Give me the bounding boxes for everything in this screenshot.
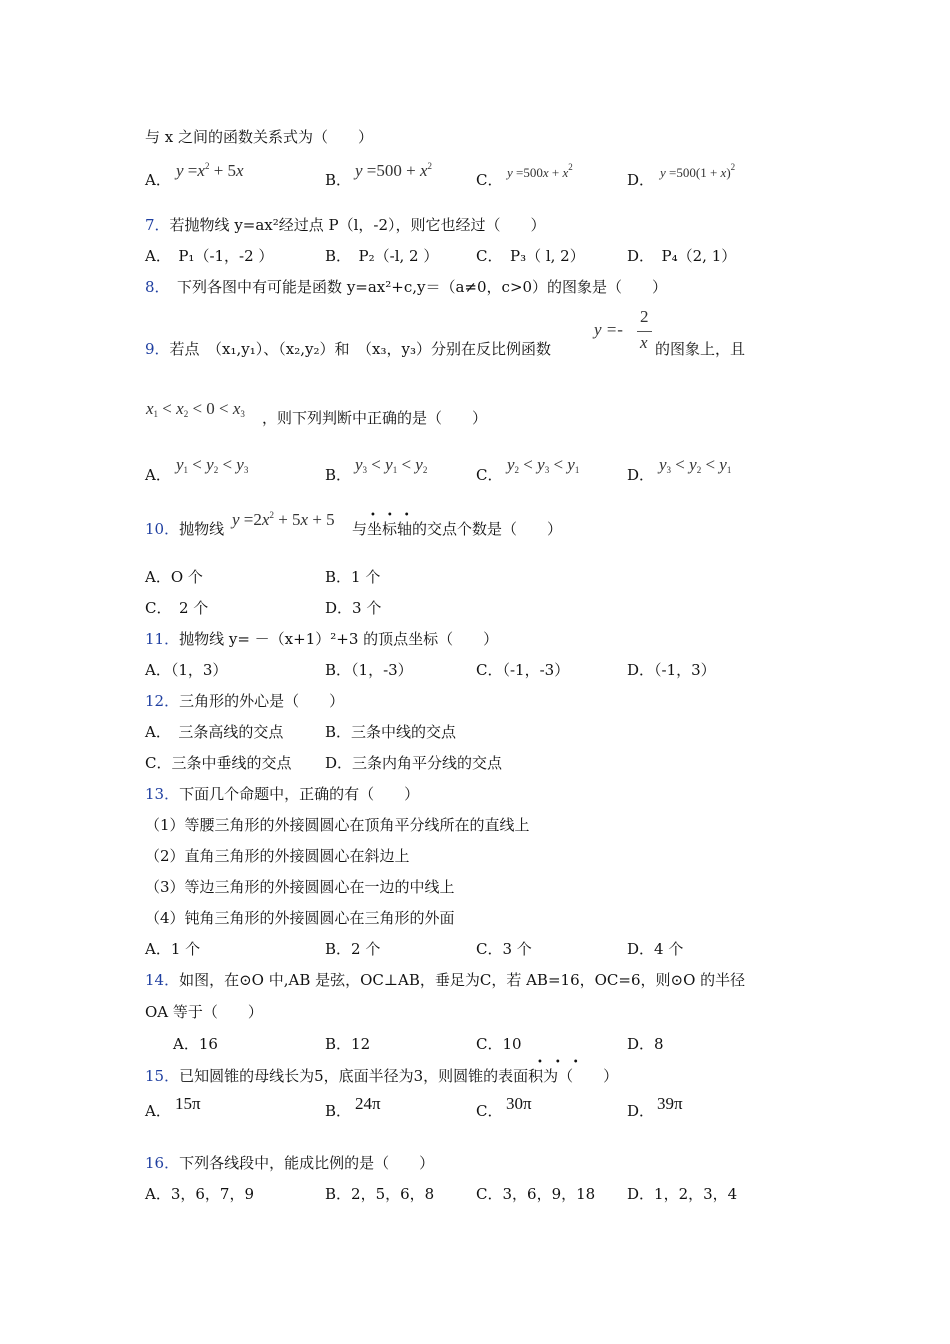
q15-option-b-label[interactable]: B． <box>325 1102 352 1120</box>
q11-option-d[interactable]: D．（-1，3） <box>627 661 716 679</box>
q15-option-d: 39π <box>657 1094 683 1113</box>
q12-option-b[interactable]: B．三条中线的交点 <box>325 723 457 741</box>
q16-option-b[interactable]: B．2，5，6，8 <box>325 1185 435 1203</box>
q14-option-d[interactable]: D．8 <box>627 1035 664 1053</box>
q6-option-d-formula: $y =500(1 + x)^2$ <box>660 162 736 180</box>
q6-option-b-formula: $y =500 + x^2$ <box>355 161 433 180</box>
q9-stem-line <box>145 339 551 359</box>
q13-stem-line <box>145 784 419 804</box>
q9-fraction-bar <box>637 331 652 332</box>
q11-option-b[interactable]: B．（1，-3） <box>325 661 413 679</box>
q9-option-c-label[interactable]: C． <box>476 466 503 484</box>
q7-option-a[interactable]: A． P₁（-1，-2 ） <box>145 247 274 265</box>
q10-post: 与坐标轴的交点个数是（ ） <box>352 520 563 538</box>
q10-formula: $y =2x^2 + 5x + 5$ <box>232 510 335 529</box>
q15-option-b: 24π <box>355 1094 381 1113</box>
q16-option-a[interactable]: A．3，6，7，9 <box>145 1185 255 1203</box>
q12-stem-line <box>145 691 344 711</box>
q6-stem: 与 x 之间的函数关系式为（ ） <box>145 128 373 146</box>
q7-option-c[interactable]: C． P₃（ l, 2） <box>476 247 585 265</box>
q9-stem-end: 的图象上，且 <box>655 340 746 358</box>
q14-stem-line <box>145 970 745 990</box>
q10-number: 10． <box>145 520 180 538</box>
q11-number: 11． <box>145 630 180 648</box>
q9-function-numerator: 2 <box>640 307 649 326</box>
q14-option-b[interactable]: B．12 <box>325 1035 371 1053</box>
q9-condition: $x_1 < x_2 < 0 < x_3$ <box>146 399 245 419</box>
q6-option-a-label[interactable]: A． <box>145 171 171 189</box>
q14-number: 14． <box>145 971 180 989</box>
q10-option-c[interactable]: C． 2 个 <box>145 599 209 617</box>
q10-pre: 抛物线 <box>179 520 225 538</box>
q8-stem: 下列各图中有可能是函数 y=ax²+c,y＝（a≠0，c>0）的图象是（ ） <box>162 278 668 296</box>
q7-stem: 若抛物线 y=ax²经过点 P（l，-2），则它也经过（ ） <box>169 216 546 234</box>
q15-option-c-label[interactable]: C． <box>476 1102 503 1120</box>
q9-option-b-label[interactable]: B． <box>325 466 352 484</box>
q10-stem-line <box>145 519 224 539</box>
q13-statement-3: （3）等边三角形的外接圆圆心在一边的中线上 <box>145 878 455 896</box>
q14-option-a[interactable]: A．16 <box>173 1035 218 1053</box>
q11-option-a[interactable]: A．（1，3） <box>145 661 228 679</box>
q9-stem: 若点 （x₁,y₁）、（x₂,y₂）和 （x₃，y₃）分别在反比例函数 <box>169 340 551 358</box>
q9-option-c: $y_2 < y_3 < y_1$ <box>507 455 580 475</box>
q7-number: 7． <box>145 216 170 234</box>
q12-option-a[interactable]: A． 三条高线的交点 <box>145 723 284 741</box>
q15-option-c: 30π <box>506 1094 532 1113</box>
q8-number: 8． <box>145 278 163 296</box>
q13-option-b[interactable]: B．2 个 <box>325 940 381 958</box>
q10-option-b[interactable]: B．1 个 <box>325 568 381 586</box>
q16-number: 16． <box>145 1154 180 1172</box>
q13-option-c[interactable]: C．3 个 <box>476 940 532 958</box>
q12-option-d[interactable]: D．三条内角平分线的交点 <box>325 754 503 772</box>
q9-number: 9． <box>145 340 170 358</box>
q11-stem-line <box>145 629 498 649</box>
q15-option-d-label[interactable]: D． <box>627 1102 655 1120</box>
q9-option-a: $y_1 < y_2 < y_3$ <box>176 455 249 475</box>
q13-statement-4: （4）钝角三角形的外接圆圆心在三角形的外面 <box>145 909 455 927</box>
q12-number: 12． <box>145 692 180 710</box>
q13-option-a[interactable]: A．1 个 <box>145 940 201 958</box>
q16-stem: 下列各线段中，能成比例的是（ ） <box>179 1154 435 1172</box>
q16-option-d[interactable]: D．1，2，3，4 <box>627 1185 738 1203</box>
q14-stem-2: OA 等于（ ） <box>145 1003 263 1021</box>
q11-stem: 抛物线 y= －（x+1）²+3 的顶点坐标（ ） <box>179 630 499 648</box>
q9-option-a-label[interactable]: A． <box>145 466 171 484</box>
q13-number: 13． <box>145 785 180 803</box>
q13-statement-1: （1）等腰三角形的外接圆圆心在顶角平分线所在的直线上 <box>145 816 530 834</box>
q16-stem-line <box>145 1153 434 1173</box>
q7-stem-line <box>145 215 546 235</box>
q15-option-a: 15π <box>175 1094 201 1113</box>
q6-option-b-label[interactable]: B． <box>325 171 352 189</box>
q6-option-d-label[interactable]: D． <box>627 171 655 189</box>
q12-stem: 三角形的外心是（ ） <box>179 692 345 710</box>
q14-option-c[interactable]: C．10 <box>476 1035 522 1053</box>
q7-option-d[interactable]: D． P₄（2, 1） <box>627 247 737 265</box>
q6-option-a-formula: $y =x^2 + 5x$ <box>176 161 244 180</box>
q7-option-b[interactable]: B． P₂（-l, 2 ） <box>325 247 439 265</box>
q10-option-a[interactable]: A．O 个 <box>145 568 203 586</box>
q13-option-d[interactable]: D．4 个 <box>627 940 684 958</box>
q9-option-b: $y_3 < y_1 < y_2$ <box>355 455 428 475</box>
q9-condition-end: ，则下列判断中正确的是（ ） <box>262 409 488 427</box>
q14-stem-1: 如图，在⊙O 中,AB 是弦，OC⊥AB，垂足为C，若 AB=16，OC=6，则⊙O 的半径 <box>179 971 746 989</box>
q11-option-c[interactable]: C．（-1，-3） <box>476 661 570 679</box>
q10-option-d[interactable]: D．3 个 <box>325 599 382 617</box>
q9-option-d-label[interactable]: D． <box>627 466 655 484</box>
q8-stem-line <box>145 277 667 297</box>
q10-emphasis-dots: ••• <box>370 510 421 521</box>
q15-emphasis-dots: ••• <box>537 1057 591 1068</box>
q12-option-c[interactable]: C．三条中垂线的交点 <box>145 754 292 772</box>
q15-option-a-label[interactable]: A． <box>145 1102 171 1120</box>
q9-option-d: $y_3 < y_2 < y_1$ <box>659 455 732 475</box>
q15-number: 15． <box>145 1067 180 1085</box>
q13-statement-2: （2）直角三角形的外接圆圆心在斜边上 <box>145 847 410 865</box>
q15-stem: 已知圆锥的母线长为5，底面半径为3，则圆锥的表面积为（ ） <box>179 1067 619 1085</box>
q9-function-lhs: y =- <box>594 320 623 339</box>
q13-stem: 下面几个命题中，正确的有（ ） <box>179 785 420 803</box>
q9-function-denominator: x <box>640 333 648 352</box>
q16-option-c[interactable]: C．3，6，9，18 <box>476 1185 596 1203</box>
q6-option-c-formula: $y =500x + x^2$ <box>507 162 573 180</box>
q6-option-c-label[interactable]: C． <box>476 171 503 189</box>
